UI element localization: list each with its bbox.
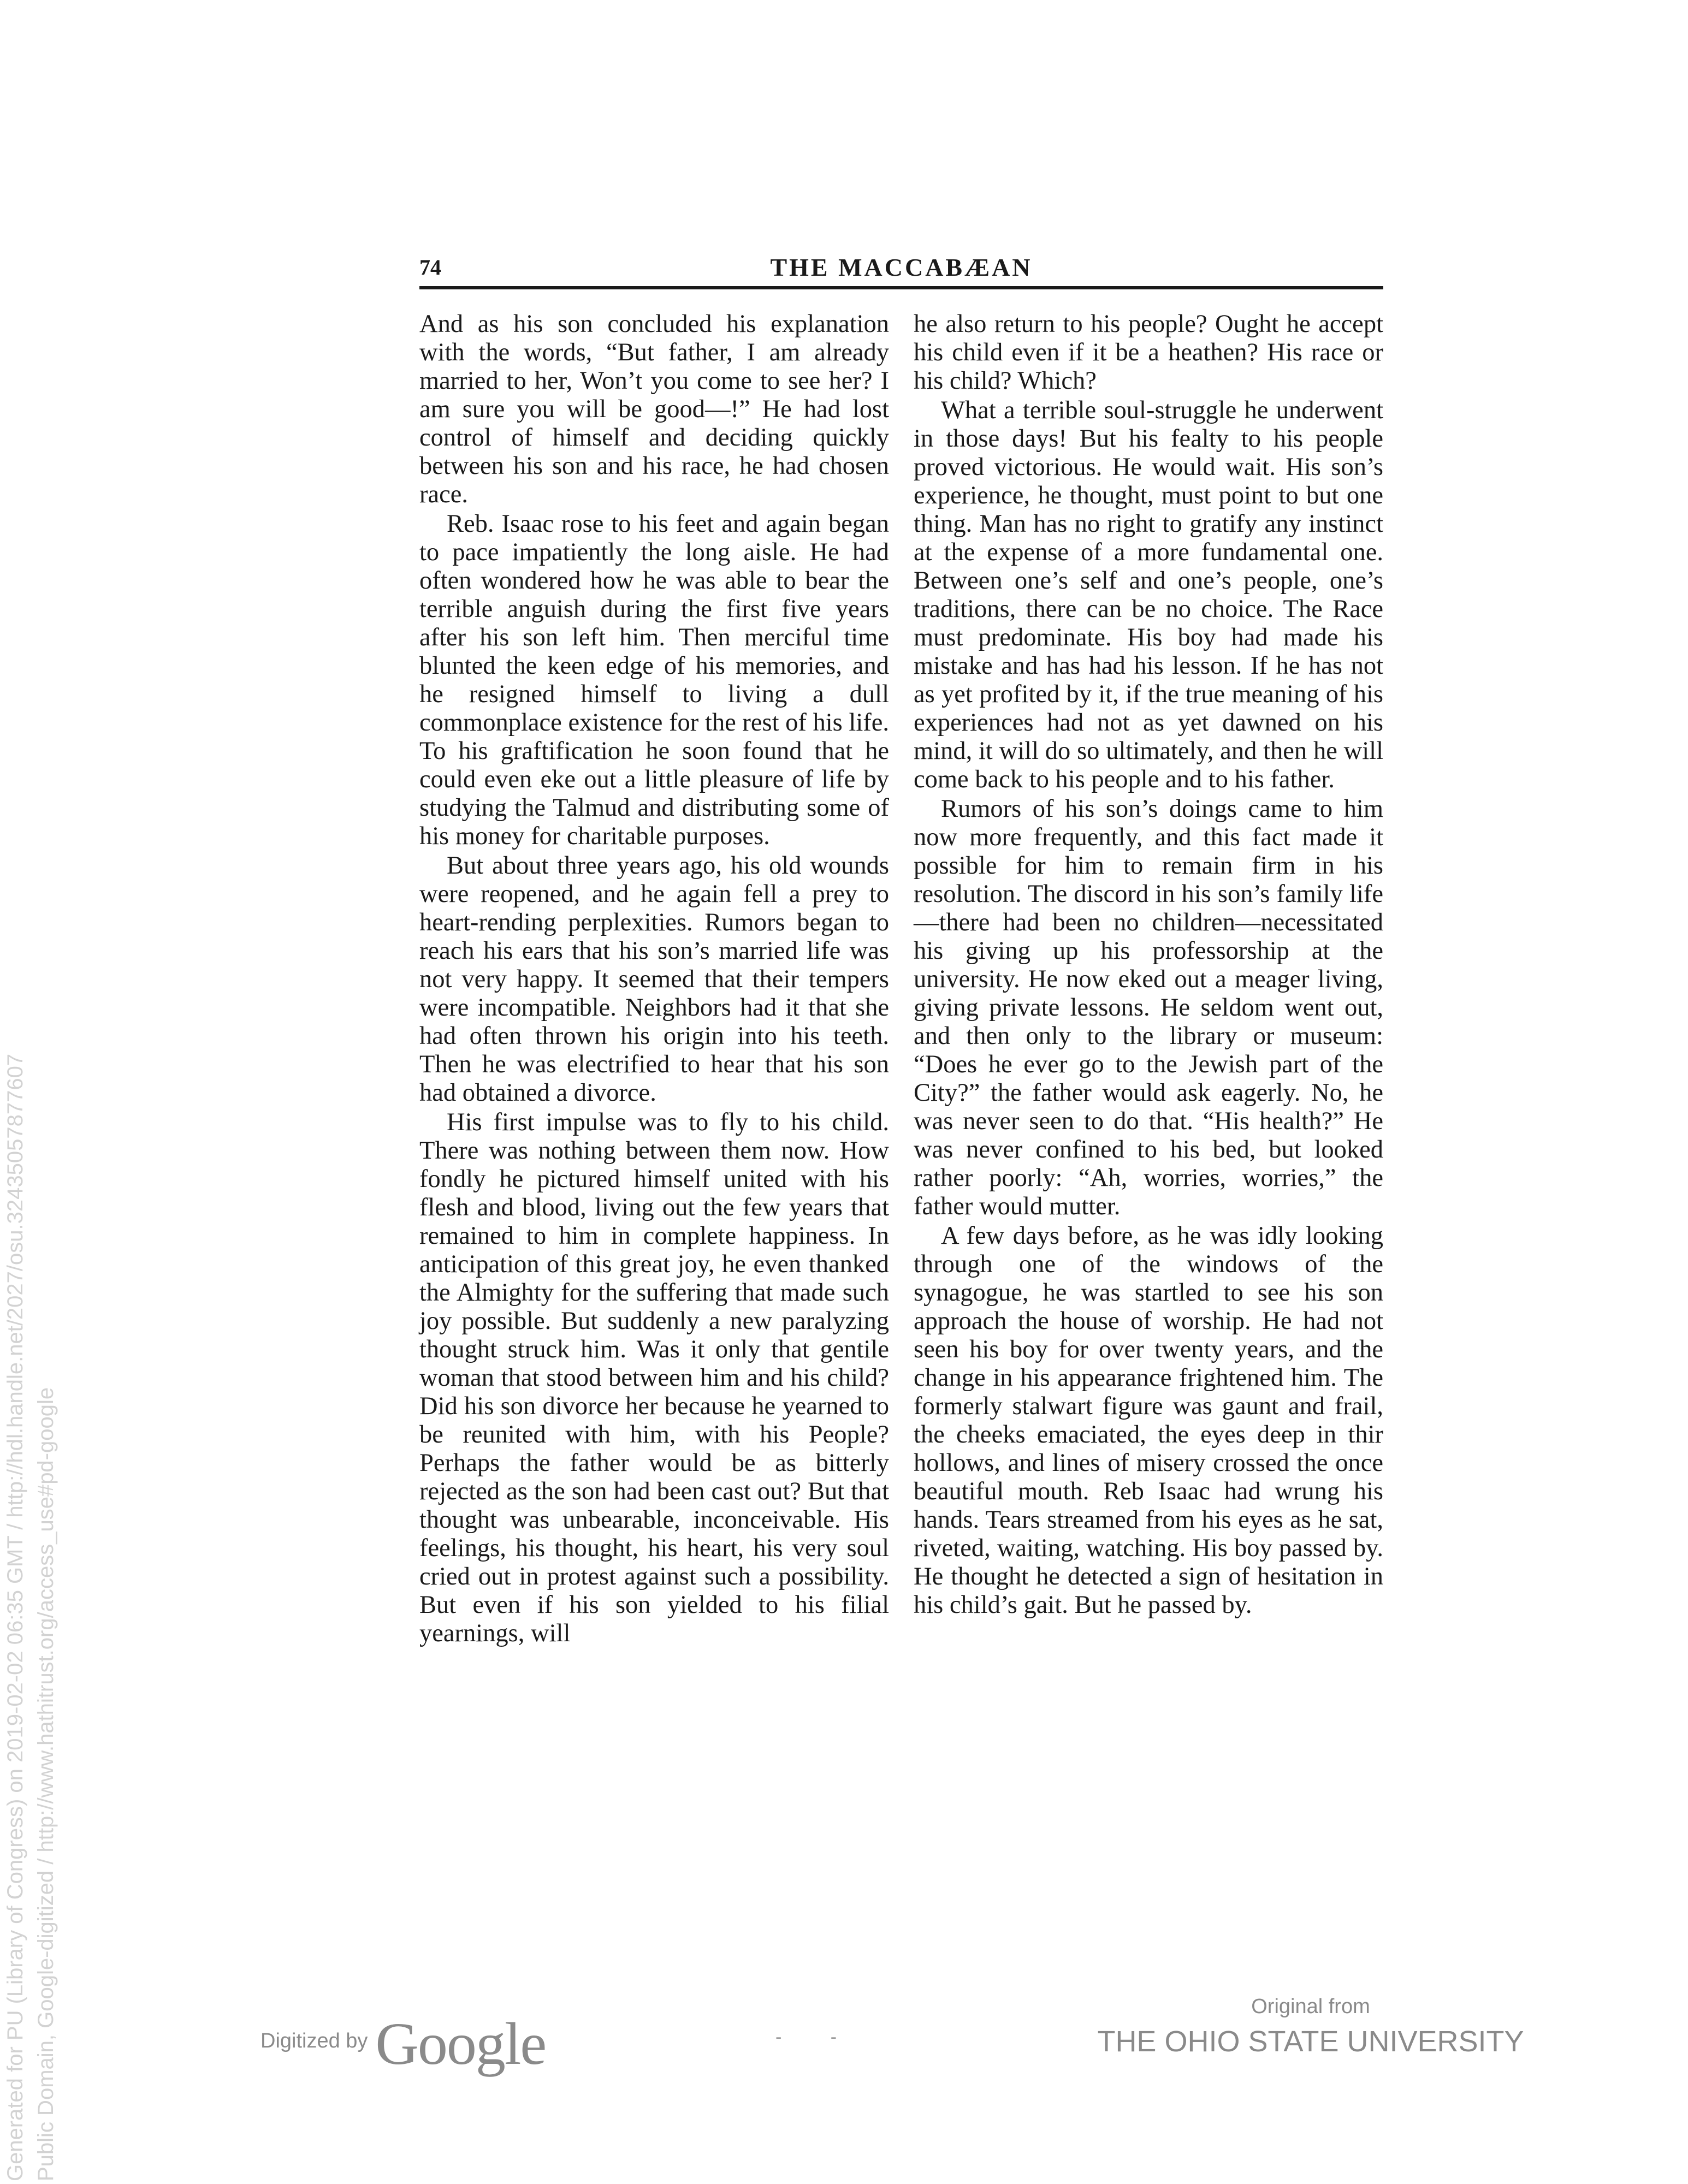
paragraph: But about three years ago, his old wounds were reopened, and he again fell a prey to heart-rending perplexities. Rumors began to reach his ears that his son’s married life was not very happy. It seemed that their tempers were incompatible. Neighbors had it that she had often thrown his origin into his teeth. Then he was electrified to hear that his son had obtained a divorce. — [419, 852, 889, 1107]
paragraph: His first impulse was to fly to his child. There was nothing between them now. How fondly he pictured himself united with his flesh and blood, living out the few years that remained to him in complete happiness. In anticipation of this great joy, he even thanked the Almighty for the suffering that made such joy possible. But suddenly a new paralyzing thought struck him. Was it only that gentile woman that stood between him and his child? Did his son divorce her because he yearned to be reunited with him, with his People? Perhaps the father would be as bitterly rejected as the son had been cast out? But that thought was unbearable, inconceivable. His feelings, his thought, his heart, his very soul cried out in protest against such a possibility. But even if his son yielded to his filial yearnings, will — [419, 1108, 889, 1647]
paragraph: he also return to his people? Ought he accept his child even if it be a heathen? His race or his child? Which? — [914, 310, 1383, 395]
scan-marks: - - — [775, 2027, 859, 2048]
watermark-line: Generated for PU (Library of Congress) on 2019-02-02 06:35 GMT / http://hdl.handle.net/2027/osu.32435057877607 — [3, 1053, 27, 2181]
digitized-by-label: Digitized by — [260, 2029, 368, 2052]
right-column — [914, 310, 1383, 1621]
google-wordmark: Google — [375, 2010, 546, 2077]
header-rule — [419, 286, 1383, 289]
running-title: THE MACCABÆAN — [770, 253, 1033, 281]
paragraph: A few days before, as he was idly looking through one of the windows of the synagogue, he was startled to see his son approach the house of worship. He had not seen his boy for over twenty years, and the change in his appearance frightened him. The formerly stalwart figure was gaunt and frail, the cheeks emaciated, the eyes deep in thir hollows, and lines of misery crossed the once beautiful mouth. Reb Isaac had wrung his hands. Tears streamed from his eyes as he sat, riveted, waiting, watching. His boy passed by. He thought he detected a sign of hesitation in his child’s gait. But he passed by. — [914, 1222, 1383, 1619]
paragraph: Reb. Isaac rose to his feet and again began to pace impatiently the long aisle. He had often wondered how he was able to bear the terrible anguish during the first five years after his son left him. Then merciful time blunted the keen edge of his memories, and he resigned himself to living a dull commonplace existence for the rest of his life. To his graftification he soon found that he could even eke out a little pleasure of life by studying the Talmud and distributing some of his money for charitable purposes. — [419, 510, 889, 850]
university-name: THE OHIO STATE UNIVERSITY — [1097, 2025, 1524, 2058]
page-header — [419, 251, 1383, 284]
google-digitized-logo — [260, 2009, 546, 2080]
watermark-line: Public Domain, Google-digitized / http://www.hathitrust.org/access_use#pd-google — [34, 1387, 58, 2181]
side-watermark — [0, 819, 61, 2184]
paragraph: What a terrible soul-struggle he underwent in those days! But his fealty to his people proved victorious. He would wait. His son’s experience, he thought, must point to but one thing. Man has no right to gratify any instinct at the expense of a more fundamental one. Between one’s self and one’s people, one’s traditions, there can be no choice. The Race must predominate. His boy had made his mistake and has had his lesson. If he has not as yet profited by it, if the true meaning of his experiences had not as yet dawned on his mind, it will do so ultimately, and then he will come back to his people and to his father. — [914, 396, 1383, 793]
paragraph: Rumors of his son’s doings came to him now more frequently, and this fact made it possible for him to remain firm in his resolution. The discord in his son’s family life—there had been no children—necessitated his giving up his professorship at the university. He now eked out a meager living, giving private lessons. He seldom went out, and then only to the library or museum: “Does he ever go to the Jewish part of the City?” the father would ask eagerly. No, he was never seen to do that. “His health?” He was never confined to his bed, but looked rather poorly: “Ah, worries, worries,” the father would mutter. — [914, 795, 1383, 1220]
page-number: 74 — [419, 255, 441, 280]
original-from-label: Original from — [1251, 1995, 1370, 2018]
left-column — [419, 310, 889, 1649]
paragraph: And as his son concluded his explanation with the words, “But father, I am already married to her, Won’t you come to see her? I am sure you will be good—!” He had lost control of himself and deciding quickly between his son and his race, he had chosen race. — [419, 310, 889, 508]
